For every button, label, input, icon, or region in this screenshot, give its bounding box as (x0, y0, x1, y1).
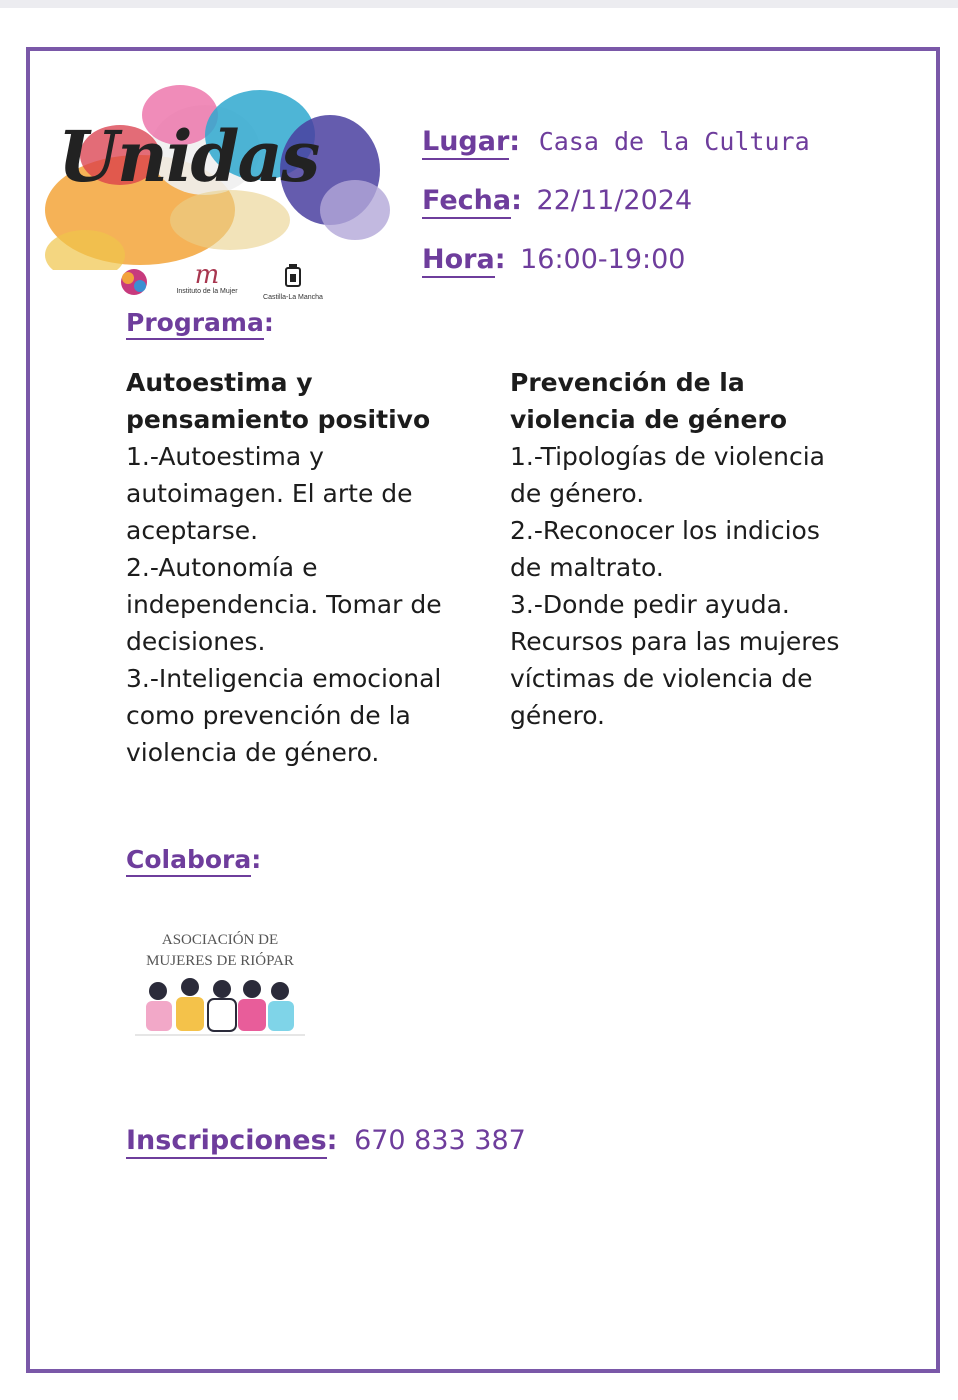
col1-line: 1.-Autoestima y (126, 442, 324, 471)
programa-column-1 (126, 364, 506, 771)
inscripciones-row (126, 1125, 526, 1156)
hora-value: 16:00-19:00 (520, 244, 686, 275)
col2-heading-line: violencia de género (510, 405, 787, 434)
unidas-logo (30, 60, 390, 270)
col1-line: decisiones. (126, 627, 266, 656)
col2-line: 1.-Tipologías de violencia (510, 442, 825, 471)
col1-line: autoimagen. El arte de (126, 479, 413, 508)
sponsor-ale-logo (118, 268, 150, 296)
castilla-la-mancha-crest-icon (258, 262, 328, 290)
lugar-label: Lugar: (422, 126, 520, 157)
col2-line: 2.-Reconocer los indicios (510, 516, 820, 545)
instituto-mujer-icon: m (194, 260, 220, 290)
fecha-row (422, 185, 692, 216)
inscripciones-label: Inscripciones: (126, 1125, 337, 1156)
col2-line: víctimas de violencia de (510, 664, 813, 693)
col1-heading-line: pensamiento positivo (126, 405, 431, 434)
lugar-value: Casa de la Cultura (538, 127, 810, 156)
col1-line: violencia de género. (126, 738, 380, 767)
top-bar (0, 0, 958, 8)
col2-line: de maltrato. (510, 553, 664, 582)
fecha-label: Fecha: (422, 185, 522, 216)
logo-title: Unidas (58, 115, 319, 198)
castilla-la-mancha-caption: Castilla-La Mancha (263, 294, 323, 301)
col2-heading-line: Prevención de la (510, 368, 745, 397)
col2-line: 3.-Donde pedir ayuda. (510, 590, 790, 619)
col1-line: como prevención de la (126, 701, 411, 730)
asociacion-logo (130, 930, 310, 1045)
col1-line: 2.-Autonomía e (126, 553, 318, 582)
col1-heading-line: Autoestima y (126, 368, 313, 397)
hora-row (422, 244, 685, 275)
sponsor-instituto-mujer (172, 262, 242, 302)
asociacion-name-line1: ASOCIACIÓN DE (161, 932, 279, 948)
inscripciones-phone[interactable]: 670 833 387 (354, 1125, 526, 1156)
hora-label: Hora: (422, 244, 506, 275)
ale-logo-icon (118, 268, 150, 296)
colabora-heading: Colabora: (126, 845, 261, 874)
programa-column-2 (510, 364, 890, 734)
asociacion-name-line2: MUJERES DE RIÓPAR (146, 953, 294, 969)
col1-line: 3.-Inteligencia emocional (126, 664, 442, 693)
col2-line: Recursos para las mujeres (510, 627, 840, 656)
programa-heading: Programa: (126, 308, 274, 337)
lugar-row (422, 126, 810, 157)
sponsor-castilla-la-mancha (258, 262, 328, 304)
col1-line: aceptarse. (126, 516, 259, 545)
col1-line: independencia. Tomar de (126, 590, 442, 619)
fecha-value: 22/11/2024 (536, 185, 693, 216)
instituto-mujer-caption: Instituto de la Mujer (176, 288, 238, 295)
women-group-icon (130, 977, 310, 1042)
col2-line: de género. (510, 479, 645, 508)
col2-line: género. (510, 701, 606, 730)
